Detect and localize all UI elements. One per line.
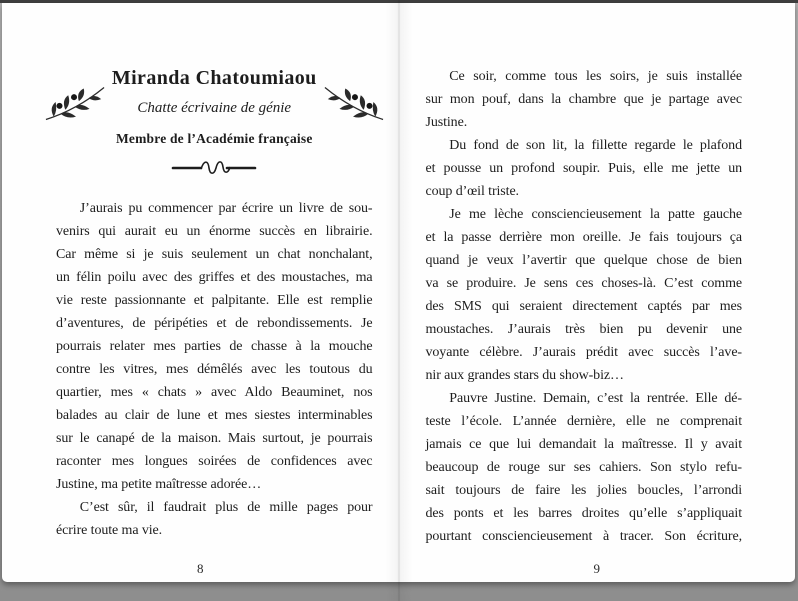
text-line: venirs qui aurait eu un énorme succès en librairie.: [56, 224, 373, 239]
text-line: vie reste passionnante et palpitante. Elle est remplie: [56, 293, 373, 308]
paragraph: [426, 203, 743, 387]
text-line: écrire toute ma vie.: [56, 523, 163, 538]
page-right: [399, 3, 796, 582]
page-right-body: [426, 65, 743, 548]
chapter-subtitle: Chatte écrivaine de génie: [137, 100, 292, 116]
text-line: C’est sûr, il faudrait plus de mille pages pour: [79, 500, 373, 515]
book-spread: [2, 3, 795, 582]
text-line: pourtant consciencieusement à tracer. Son écriture,: [425, 529, 742, 544]
text-line: Je me lèche consciencieusement la patte gauche: [449, 207, 742, 222]
page-number-right: 9: [593, 561, 600, 576]
paragraph: [426, 65, 743, 134]
paragraph: [426, 134, 743, 203]
text-line: moustaches. J’aurais très bien pu devenir une: [425, 322, 742, 337]
text-line: coup d’œil triste.: [425, 184, 519, 199]
page-left-body: [56, 197, 373, 542]
text-line: contre les vitres, mes démêlés avec les toutous du: [56, 362, 373, 377]
chapter-title: Miranda Chatoumiaou: [111, 67, 317, 89]
text-line: quartier, mes « chats » avec Aldo Beauminet, nos: [56, 385, 373, 400]
squiggle-divider-icon: [56, 159, 373, 177]
text-line: des SMS qui seraient directement captés par mes: [425, 299, 742, 314]
text-line: teste l’école. L’année dernière, elle ne comprenait: [425, 414, 742, 429]
text-line: nir aux grandes stars du show-biz…: [425, 368, 624, 383]
paragraph: [56, 496, 373, 542]
text-line: raconter mes longues soirées de confidences avec: [56, 454, 373, 469]
text-line: pourrais relater mes parties de chasse à la mouche: [56, 339, 373, 354]
olive-branch-icon: [323, 83, 385, 123]
text-line: des ponts et les barres droites qu’elle s’appliquait: [425, 506, 742, 521]
chapter-header: [56, 67, 373, 177]
text-line: voyante célèbre. J’aurais prédit avec succès l’ave-: [425, 345, 742, 360]
text-line: jamais ce que lui demandait la maîtresse. Il y avait: [425, 437, 742, 452]
page-left: [2, 3, 399, 582]
text-line: beaucoup de rouge sur ses cahiers. Son stylo refu-: [425, 460, 742, 475]
text-line: sur le canapé de la maison. Mais surtout, je pourrais: [56, 431, 373, 446]
text-line: Car même si je suis seulement un chat nonchalant,: [56, 247, 373, 262]
text-line: Ce soir, comme tous les soirs, je suis installée: [449, 69, 742, 84]
text-line: Justine, ma petite maîtresse adorée…: [56, 477, 262, 492]
text-line: sur mon pouf, dans la chambre que je partage avec: [425, 92, 742, 107]
text-line: Justine.: [425, 115, 468, 130]
text-line: d’aventures, de péripéties et de rebondissements. Je: [56, 316, 373, 331]
text-line: quand je veux l’avertir que quelque chose de bien: [425, 253, 742, 268]
text-line: et la passe derrière mon oreille. Je fais toujours ça: [425, 230, 742, 245]
text-line: va se produire. Je sens ces choses-là. C’est comme: [425, 276, 742, 291]
text-line: Du fond de son lit, la fillette regarde le plafond: [449, 138, 742, 153]
paragraph: [56, 197, 373, 496]
text-line: balades au clair de lune et mes siestes interminables: [56, 408, 373, 423]
olive-branch-icon: [44, 83, 106, 123]
text-line: et pousse un profond soupir. Puis, elle me jette un: [425, 161, 742, 176]
text-line: sait toujours de faire les jolies boucles, l’arrondi: [425, 483, 742, 498]
text-line: Pauvre Justine. Demain, c’est la rentrée. Elle dé-: [449, 391, 742, 406]
page-number-left: 8: [197, 561, 204, 576]
text-line: un félin poilu avec des griffes et des moustaches, ma: [56, 270, 373, 285]
paragraph: [426, 387, 743, 548]
text-line: J’aurais pu commencer par écrire un livre de sou-: [79, 201, 373, 216]
chapter-affiliation: Membre de l’Académie française: [115, 131, 313, 146]
